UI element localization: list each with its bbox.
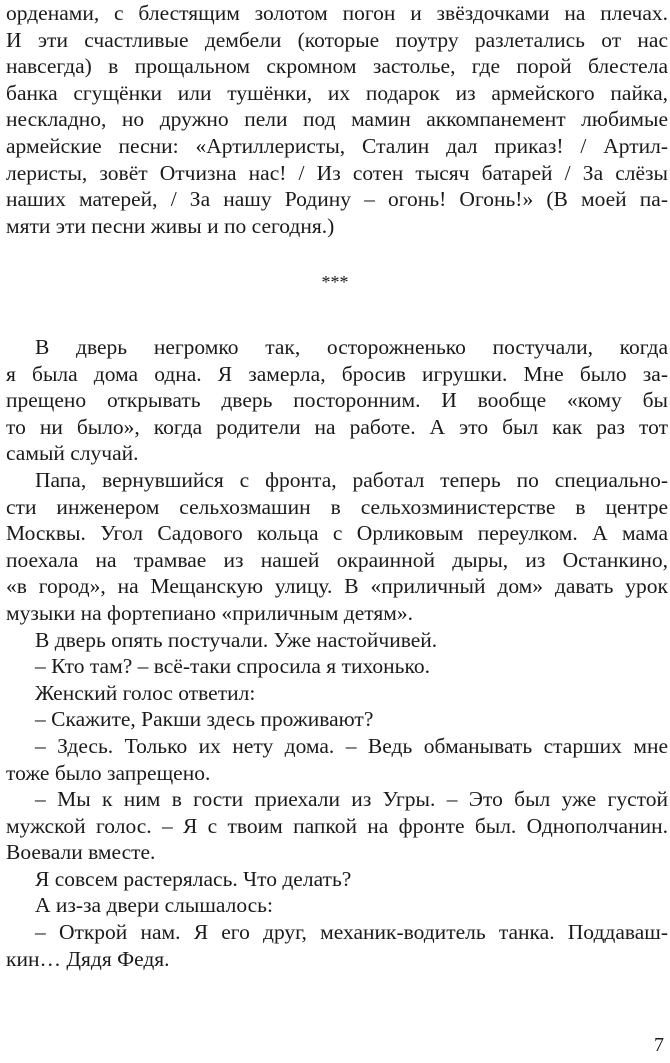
text-line: банка сгущёнки или тушёнки, их подарок из армейского пайка,: [6, 80, 668, 105]
text-line: В дверь негромко так, осторожненько постучали, когда: [35, 335, 668, 359]
text-line: сти инженером сельхозмашин в сельхозминистерстве в центре: [6, 494, 668, 519]
text-line: мяти эти песни живы и по сегодня.): [6, 213, 335, 238]
section-separator: ***: [321, 272, 349, 292]
text-line: Москвы. Угол Садового кольца с Орликовым переулком. А мама: [6, 521, 668, 546]
text-line: Я совсем растерялась. Что делать?: [35, 866, 352, 891]
text-line: леристы, зовёт Отчизна нас! / Из сотен тысяч батарей / За слёзы: [6, 160, 668, 185]
text-line: мужской голос. – Я с твоим папкой на фронте был. Однополчанин.: [6, 813, 668, 838]
text-line: «в город», на Мещанскую улицу. В «приличный дом» давать урок: [6, 574, 668, 599]
text-line: – Здесь. Только их нету дома. – Ведь обманывать старших мне: [35, 733, 668, 758]
text-line: В дверь опять постучали. Уже настойчивей.: [35, 627, 438, 652]
text-line: А из-за двери слышалось:: [35, 893, 273, 918]
text-line: – Открой нам. Я его друг, механик-водитель танка. Поддаваш-: [35, 920, 668, 945]
text-line: – Кто там? – всё-таки спросила я тихонько.: [35, 654, 430, 679]
text-line: прещено открывать дверь посторонним. И вообще «кому бы: [6, 388, 668, 413]
text-line: – Скажите, Ракши здесь проживают?: [35, 707, 374, 732]
text-line: я была дома одна. Я замерла, бросив игрушки. Мне было за-: [6, 361, 668, 386]
text-line: Женский голос ответил:: [35, 680, 256, 705]
section-body: [6, 334, 668, 972]
text-line: Воевали вместе.: [6, 840, 156, 865]
text-line: то ни было», когда родители на работе. А это был как раз тот: [6, 414, 668, 439]
text-line: армейские песни: «Артиллеристы, Сталин дал приказ! / Артил-: [6, 133, 668, 158]
text-line: тоже было запрещено.: [6, 760, 211, 785]
text-line: музыки на фортепиано «приличным детям».: [6, 600, 414, 625]
text-line: – Мы к ним в гости приехали из Угры. – Это был уже густой: [35, 787, 668, 812]
text-line: нескладно, но дружно пели под мамин аккомпанемент любимые: [6, 107, 668, 132]
text-line: кин… Дядя Федя.: [6, 946, 170, 971]
text-line: самый случай.: [6, 441, 139, 466]
text-line: поехала на трамвае из нашей окраинной дыры, из Останкино,: [6, 547, 668, 572]
text-line: орденами, с блестящим золотом погон и звёздочками на плечах.: [6, 1, 668, 25]
page-number: 7: [654, 1034, 664, 1056]
text-line: Папа, вернувшийся с фронта, работал теперь по специально-: [35, 467, 668, 492]
paragraph-continued: [6, 0, 668, 239]
text-line: навсегда) в прощальном скромном застолье, где порой блестела: [6, 54, 668, 79]
text-line: И эти счастливые дембели (которые поутру разлетались от нас: [6, 27, 668, 52]
text-line: наших матерей, / За нашу Родину – огонь! Огонь!» (В моей па-: [6, 187, 668, 212]
